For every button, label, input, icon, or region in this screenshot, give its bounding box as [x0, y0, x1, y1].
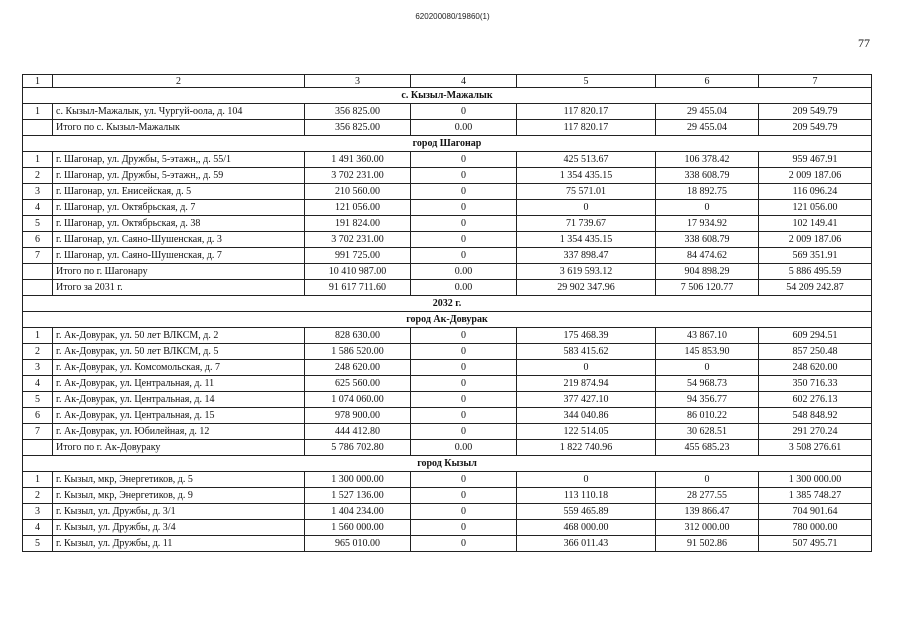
- address-cell: Итого за 2031 г.: [53, 280, 305, 296]
- column-number-row: [23, 75, 872, 88]
- column-number-header: 4: [411, 75, 517, 88]
- total-cost-cell: 1 527 136.00: [305, 488, 411, 504]
- table-row: [23, 152, 872, 168]
- fund-cell: 0: [411, 504, 517, 520]
- total-cost-cell: 3 702 231.00: [305, 232, 411, 248]
- total-row: [23, 440, 872, 456]
- owners-cell: 1 385 748.27: [759, 488, 872, 504]
- address-cell: г. Шагонар, ул. Октябрьская, д. 38: [53, 216, 305, 232]
- budget-cell: 1 354 435.15: [517, 168, 656, 184]
- budget-cell: 1 822 740.96: [517, 440, 656, 456]
- column-number-header: 2: [53, 75, 305, 88]
- total-row: [23, 264, 872, 280]
- table-row: [23, 216, 872, 232]
- table-row: [23, 232, 872, 248]
- year-heading-row: [23, 296, 872, 312]
- total-cost-cell: 965 010.00: [305, 536, 411, 552]
- budget-cell: 113 110.18: [517, 488, 656, 504]
- budget-cell: 117 820.17: [517, 120, 656, 136]
- budget-cell: 29 902 347.96: [517, 280, 656, 296]
- fund-cell: 0: [411, 344, 517, 360]
- budget-cell: 0: [517, 200, 656, 216]
- municipal-cell: 338 608.79: [656, 168, 759, 184]
- owners-cell: 350 716.33: [759, 376, 872, 392]
- owners-cell: 507 495.71: [759, 536, 872, 552]
- owners-cell: 116 096.24: [759, 184, 872, 200]
- address-cell: с. Кызыл-Мажалык, ул. Чургуй-оола, д. 104: [53, 104, 305, 120]
- municipal-cell: 455 685.23: [656, 440, 759, 456]
- fund-cell: 0.00: [411, 280, 517, 296]
- table-row: [23, 344, 872, 360]
- row-index-cell: 5: [23, 392, 53, 408]
- total-row: [23, 280, 872, 296]
- column-number-header: 5: [517, 75, 656, 88]
- locality-heading: город Кызыл: [23, 456, 872, 472]
- table-row: [23, 424, 872, 440]
- total-cost-cell: 91 617 711.60: [305, 280, 411, 296]
- locality-heading-row: [23, 88, 872, 104]
- municipal-cell: 0: [656, 472, 759, 488]
- row-index-cell: 1: [23, 328, 53, 344]
- owners-cell: 569 351.91: [759, 248, 872, 264]
- municipal-cell: 106 378.42: [656, 152, 759, 168]
- budget-cell: 0: [517, 360, 656, 376]
- municipal-cell: 94 356.77: [656, 392, 759, 408]
- total-cost-cell: 10 410 987.00: [305, 264, 411, 280]
- total-cost-cell: 5 786 702.80: [305, 440, 411, 456]
- address-cell: г. Кызыл, ул. Дружбы, д. 11: [53, 536, 305, 552]
- row-index-cell: 2: [23, 488, 53, 504]
- row-index-cell: [23, 264, 53, 280]
- budget-cell: 366 011.43: [517, 536, 656, 552]
- owners-cell: 704 901.64: [759, 504, 872, 520]
- owners-cell: 857 250.48: [759, 344, 872, 360]
- owners-cell: 5 886 495.59: [759, 264, 872, 280]
- fund-cell: 0: [411, 104, 517, 120]
- table-row: [23, 200, 872, 216]
- municipal-cell: 904 898.29: [656, 264, 759, 280]
- fund-cell: 0: [411, 248, 517, 264]
- fund-cell: 0: [411, 168, 517, 184]
- address-cell: г. Кызыл, ул. Дружбы, д. 3/1: [53, 504, 305, 520]
- total-cost-cell: 978 900.00: [305, 408, 411, 424]
- row-index-cell: 1: [23, 104, 53, 120]
- row-index-cell: 4: [23, 376, 53, 392]
- address-cell: г. Шагонар, ул. Дружбы, 5-этажн,, д. 55/1: [53, 152, 305, 168]
- municipal-cell: 84 474.62: [656, 248, 759, 264]
- total-cost-cell: 1 491 360.00: [305, 152, 411, 168]
- table-row: [23, 184, 872, 200]
- budget-cell: 122 514.05: [517, 424, 656, 440]
- total-cost-cell: 1 300 000.00: [305, 472, 411, 488]
- address-cell: г. Шагонар, ул. Октябрьская, д. 7: [53, 200, 305, 216]
- municipal-cell: 17 934.92: [656, 216, 759, 232]
- fund-cell: 0.00: [411, 264, 517, 280]
- locality-heading-row: [23, 312, 872, 328]
- fund-cell: 0: [411, 376, 517, 392]
- municipal-cell: 29 455.04: [656, 120, 759, 136]
- owners-cell: 54 209 242.87: [759, 280, 872, 296]
- total-cost-cell: 3 702 231.00: [305, 168, 411, 184]
- fund-cell: 0: [411, 216, 517, 232]
- total-cost-cell: 356 825.00: [305, 120, 411, 136]
- address-cell: г. Ак-Довурак, ул. 50 лет ВЛКСМ, д. 5: [53, 344, 305, 360]
- fund-cell: 0: [411, 520, 517, 536]
- owners-cell: 1 300 000.00: [759, 472, 872, 488]
- budget-cell: 3 619 593.12: [517, 264, 656, 280]
- owners-cell: 291 270.24: [759, 424, 872, 440]
- column-number-header: 6: [656, 75, 759, 88]
- total-cost-cell: 1 560 000.00: [305, 520, 411, 536]
- table-row: [23, 520, 872, 536]
- municipal-cell: 0: [656, 200, 759, 216]
- address-cell: г. Шагонар, ул. Саяно-Шушенская, д. 3: [53, 232, 305, 248]
- row-index-cell: 7: [23, 424, 53, 440]
- budget-cell: 559 465.89: [517, 504, 656, 520]
- total-cost-cell: 1 404 234.00: [305, 504, 411, 520]
- owners-cell: 2 009 187.06: [759, 168, 872, 184]
- budget-cell: 344 040.86: [517, 408, 656, 424]
- table-row: [23, 376, 872, 392]
- row-index-cell: 5: [23, 216, 53, 232]
- fund-cell: 0.00: [411, 440, 517, 456]
- address-cell: г. Ак-Довурак, ул. Центральная, д. 15: [53, 408, 305, 424]
- owners-cell: 209 549.79: [759, 104, 872, 120]
- address-cell: г. Ак-Довурак, ул. Центральная, д. 14: [53, 392, 305, 408]
- budget-cell: 75 571.01: [517, 184, 656, 200]
- owners-cell: 209 549.79: [759, 120, 872, 136]
- address-cell: г. Ак-Довурак, ул. Комсомольская, д. 7: [53, 360, 305, 376]
- locality-heading-row: [23, 456, 872, 472]
- document-id: 620200080/19860(1): [415, 12, 490, 21]
- page-number: 77: [858, 36, 870, 50]
- locality-heading: с. Кызыл-Мажалык: [23, 88, 872, 104]
- budget-cell: 219 874.94: [517, 376, 656, 392]
- row-index-cell: 3: [23, 504, 53, 520]
- register-table: [22, 74, 872, 552]
- table-row: [23, 168, 872, 184]
- column-number-header: 7: [759, 75, 872, 88]
- row-index-cell: [23, 280, 53, 296]
- row-index-cell: 1: [23, 472, 53, 488]
- municipal-cell: 145 853.90: [656, 344, 759, 360]
- municipal-cell: 43 867.10: [656, 328, 759, 344]
- owners-cell: 2 009 187.06: [759, 232, 872, 248]
- municipal-cell: 29 455.04: [656, 104, 759, 120]
- municipal-cell: 7 506 120.77: [656, 280, 759, 296]
- owners-cell: 602 276.13: [759, 392, 872, 408]
- row-index-cell: [23, 120, 53, 136]
- year-heading: 2032 г.: [23, 296, 872, 312]
- municipal-cell: 54 968.73: [656, 376, 759, 392]
- address-cell: г. Шагонар, ул. Енисейская, д. 5: [53, 184, 305, 200]
- row-index-cell: 4: [23, 200, 53, 216]
- fund-cell: 0: [411, 536, 517, 552]
- fund-cell: 0: [411, 360, 517, 376]
- owners-cell: 959 467.91: [759, 152, 872, 168]
- owners-cell: 548 848.92: [759, 408, 872, 424]
- fund-cell: 0.00: [411, 120, 517, 136]
- fund-cell: 0: [411, 184, 517, 200]
- address-cell: Итого по г. Шагонару: [53, 264, 305, 280]
- row-index-cell: 3: [23, 184, 53, 200]
- total-cost-cell: 444 412.80: [305, 424, 411, 440]
- budget-cell: 117 820.17: [517, 104, 656, 120]
- budget-cell: 175 468.39: [517, 328, 656, 344]
- municipal-cell: 18 892.75: [656, 184, 759, 200]
- address-cell: Итого по с. Кызыл-Мажалык: [53, 120, 305, 136]
- table-row: [23, 360, 872, 376]
- municipal-cell: 86 010.22: [656, 408, 759, 424]
- table-row: [23, 536, 872, 552]
- table-row: [23, 104, 872, 120]
- total-cost-cell: 625 560.00: [305, 376, 411, 392]
- budget-cell: 337 898.47: [517, 248, 656, 264]
- fund-cell: 0: [411, 152, 517, 168]
- table-row: [23, 248, 872, 264]
- budget-cell: 377 427.10: [517, 392, 656, 408]
- address-cell: г. Шагонар, ул. Дружбы, 5-этажн,, д. 59: [53, 168, 305, 184]
- row-index-cell: 5: [23, 536, 53, 552]
- locality-heading-row: [23, 136, 872, 152]
- owners-cell: 102 149.41: [759, 216, 872, 232]
- total-cost-cell: 356 825.00: [305, 104, 411, 120]
- fund-cell: 0: [411, 200, 517, 216]
- municipal-cell: 312 000.00: [656, 520, 759, 536]
- address-cell: г. Ак-Довурак, ул. Центральная, д. 11: [53, 376, 305, 392]
- municipal-cell: 338 608.79: [656, 232, 759, 248]
- municipal-cell: 0: [656, 360, 759, 376]
- total-row: [23, 120, 872, 136]
- address-cell: г. Кызыл, ул. Дружбы, д. 3/4: [53, 520, 305, 536]
- table-row: [23, 408, 872, 424]
- table-row: [23, 504, 872, 520]
- budget-cell: 0: [517, 472, 656, 488]
- total-cost-cell: 991 725.00: [305, 248, 411, 264]
- row-index-cell: 2: [23, 344, 53, 360]
- column-number-header: 1: [23, 75, 53, 88]
- budget-cell: 1 354 435.15: [517, 232, 656, 248]
- municipal-cell: 139 866.47: [656, 504, 759, 520]
- column-number-header: 3: [305, 75, 411, 88]
- address-cell: г. Ак-Довурак, ул. 50 лет ВЛКСМ, д. 2: [53, 328, 305, 344]
- total-cost-cell: 248 620.00: [305, 360, 411, 376]
- owners-cell: 609 294.51: [759, 328, 872, 344]
- fund-cell: 0: [411, 472, 517, 488]
- table-row: [23, 392, 872, 408]
- row-index-cell: 2: [23, 168, 53, 184]
- address-cell: Итого по г. Ак-Довураку: [53, 440, 305, 456]
- row-index-cell: 1: [23, 152, 53, 168]
- fund-cell: 0: [411, 232, 517, 248]
- owners-cell: 3 508 276.61: [759, 440, 872, 456]
- owners-cell: 121 056.00: [759, 200, 872, 216]
- budget-cell: 583 415.62: [517, 344, 656, 360]
- municipal-cell: 30 628.51: [656, 424, 759, 440]
- row-index-cell: 7: [23, 248, 53, 264]
- row-index-cell: 4: [23, 520, 53, 536]
- total-cost-cell: 1 586 520.00: [305, 344, 411, 360]
- row-index-cell: 3: [23, 360, 53, 376]
- row-index-cell: 6: [23, 232, 53, 248]
- owners-cell: 248 620.00: [759, 360, 872, 376]
- total-cost-cell: 191 824.00: [305, 216, 411, 232]
- total-cost-cell: 1 074 060.00: [305, 392, 411, 408]
- municipal-cell: 91 502.86: [656, 536, 759, 552]
- row-index-cell: 6: [23, 408, 53, 424]
- total-cost-cell: 828 630.00: [305, 328, 411, 344]
- row-index-cell: [23, 440, 53, 456]
- address-cell: г. Ак-Довурак, ул. Юбилейная, д. 12: [53, 424, 305, 440]
- total-cost-cell: 210 560.00: [305, 184, 411, 200]
- locality-heading: город Шагонар: [23, 136, 872, 152]
- fund-cell: 0: [411, 488, 517, 504]
- table-row: [23, 472, 872, 488]
- locality-heading: город Ак-Довурак: [23, 312, 872, 328]
- table-row: [23, 328, 872, 344]
- municipal-cell: 28 277.55: [656, 488, 759, 504]
- table-row: [23, 488, 872, 504]
- fund-cell: 0: [411, 328, 517, 344]
- fund-cell: 0: [411, 392, 517, 408]
- address-cell: г. Кызыл, мкр, Энергетиков, д. 9: [53, 488, 305, 504]
- budget-cell: 468 000.00: [517, 520, 656, 536]
- fund-cell: 0: [411, 424, 517, 440]
- address-cell: г. Шагонар, ул. Саяно-Шушенская, д. 7: [53, 248, 305, 264]
- total-cost-cell: 121 056.00: [305, 200, 411, 216]
- budget-cell: 71 739.67: [517, 216, 656, 232]
- fund-cell: 0: [411, 408, 517, 424]
- owners-cell: 780 000.00: [759, 520, 872, 536]
- address-cell: г. Кызыл, мкр, Энергетиков, д. 5: [53, 472, 305, 488]
- budget-cell: 425 513.67: [517, 152, 656, 168]
